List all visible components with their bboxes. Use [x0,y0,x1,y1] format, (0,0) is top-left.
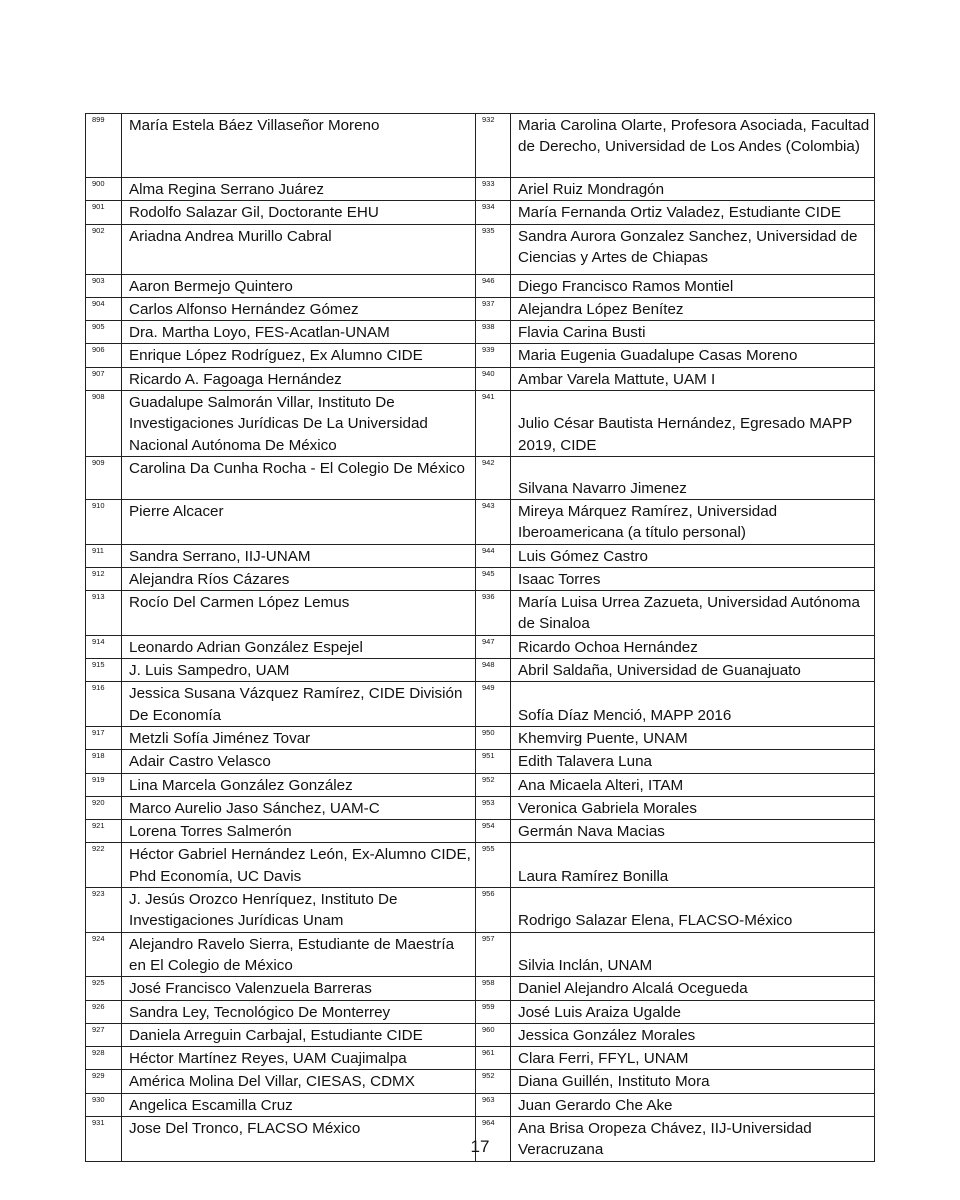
left-entry-name: Daniela Arreguin Carbajal, Estudiante CIDE [122,1023,476,1046]
right-entry-name: Isaac Torres [511,567,875,590]
left-entry-number: 905 [86,321,122,344]
right-entry-number: 961 [476,1047,511,1070]
left-entry-name: Jessica Susana Vázquez Ramírez, CIDE División De Economía [122,682,476,727]
table-row [86,1093,875,1116]
right-entry-number: 960 [476,1023,511,1046]
left-entry-name: Adair Castro Velasco [122,750,476,773]
left-entry-number: 931 [86,1116,122,1161]
left-entry-name: América Molina Del Villar, CIESAS, CDMX [122,1070,476,1093]
table-row [86,201,875,224]
left-entry-name: Marco Aurelio Jaso Sánchez, UAM-C [122,796,476,819]
left-entry-name: Alma Regina Serrano Juárez [122,178,476,201]
left-entry-name: María Estela Báez Villaseñor Moreno [122,114,476,178]
table-row [86,499,875,544]
left-entry-name: José Francisco Valenzuela Barreras [122,977,476,1000]
right-entry-name: Abril Saldaña, Universidad de Guanajuato [511,659,875,682]
right-entry-number: 940 [476,367,511,390]
table-row [86,591,875,636]
right-entry-name: Diana Guillén, Instituto Mora [511,1070,875,1093]
table-row [86,773,875,796]
right-entry-number: 935 [476,224,511,274]
right-entry-number: 964 [476,1116,511,1161]
right-entry-name: Alejandra López Benítez [511,297,875,320]
left-entry-number: 900 [86,178,122,201]
left-entry-name: Héctor Gabriel Hernández León, Ex-Alumno CIDE, Phd Economía, UC Davis [122,843,476,888]
right-entry-name: Mireya Márquez Ramírez, Universidad Iberoamericana (a título personal) [511,499,875,544]
table-row [86,635,875,658]
left-entry-number: 899 [86,114,122,178]
table-row [86,367,875,390]
right-entry-number: 951 [476,750,511,773]
left-entry-number: 907 [86,367,122,390]
right-entry-name: Ambar Varela Mattute, UAM I [511,367,875,390]
table-row [86,297,875,320]
table-row [86,820,875,843]
left-entry-name: Alejandra Ríos Cázares [122,567,476,590]
right-entry-number: 954 [476,820,511,843]
left-entry-number: 902 [86,224,122,274]
table-row [86,682,875,727]
left-entry-number: 929 [86,1070,122,1093]
right-entry-name: Maria Carolina Olarte, Profesora Asociada, Facultad de Derecho, Universidad de Los Andes (Colombia) [511,114,875,178]
left-entry-number: 903 [86,274,122,297]
left-entry-number: 919 [86,773,122,796]
right-entry-number: 942 [476,456,511,499]
table-row [86,659,875,682]
left-entry-name: Héctor Martínez Reyes, UAM Cuajimalpa [122,1047,476,1070]
table-row [86,1023,875,1046]
right-entry-name: Clara Ferri, FFYL, UNAM [511,1047,875,1070]
right-entry-number: 949 [476,682,511,727]
left-entry-number: 914 [86,635,122,658]
left-entry-name: Metzli Sofía Jiménez Tovar [122,726,476,749]
left-entry-number: 912 [86,567,122,590]
left-entry-name: Sandra Serrano, IIJ-UNAM [122,544,476,567]
table-row [86,1000,875,1023]
left-entry-name: Pierre Alcacer [122,499,476,544]
left-entry-name: Alejandro Ravelo Sierra, Estudiante de Maestría en El Colegio de México [122,932,476,977]
left-entry-name: Carlos Alfonso Hernández Gómez [122,297,476,320]
left-entry-number: 916 [86,682,122,727]
left-entry-number: 930 [86,1093,122,1116]
right-entry-name: Daniel Alejandro Alcalá Ocegueda [511,977,875,1000]
right-entry-number: 958 [476,977,511,1000]
right-entry-number: 941 [476,391,511,457]
right-entry-name: Ricardo Ochoa Hernández [511,635,875,658]
left-entry-number: 920 [86,796,122,819]
right-entry-name: Germán Nava Macias [511,820,875,843]
right-entry-name: Flavia Carina Busti [511,321,875,344]
table-row [86,114,875,178]
right-entry-name: Silvana Navarro Jimenez [511,456,875,499]
right-entry-name: Sofía Díaz Menció, MAPP 2016 [511,682,875,727]
right-entry-name: Veronica Gabriela Morales [511,796,875,819]
table-row [86,391,875,457]
right-entry-name: Khemvirg Puente, UNAM [511,726,875,749]
left-entry-name: Angelica Escamilla Cruz [122,1093,476,1116]
right-entry-name: Edith Talavera Luna [511,750,875,773]
signatories-table [85,113,875,1162]
left-entry-name: Rodolfo Salazar Gil, Doctorante EHU [122,201,476,224]
left-entry-number: 908 [86,391,122,457]
left-entry-number: 915 [86,659,122,682]
left-entry-number: 910 [86,499,122,544]
left-entry-name: Leonardo Adrian González Espejel [122,635,476,658]
right-entry-name: Julio César Bautista Hernández, Egresado MAPP 2019, CIDE [511,391,875,457]
right-entry-number: 938 [476,321,511,344]
right-entry-number: 959 [476,1000,511,1023]
left-entry-name: Dra. Martha Loyo, FES-Acatlan-UNAM [122,321,476,344]
left-entry-number: 927 [86,1023,122,1046]
left-entry-number: 901 [86,201,122,224]
right-entry-name: José Luis Araiza Ugalde [511,1000,875,1023]
left-entry-number: 917 [86,726,122,749]
left-entry-number: 909 [86,456,122,499]
right-entry-name: Laura Ramírez Bonilla [511,843,875,888]
left-entry-name: Guadalupe Salmorán Villar, Instituto De Investigaciones Jurídicas De La Universidad Nacional Autónoma De México [122,391,476,457]
right-entry-number: 934 [476,201,511,224]
right-entry-number: 939 [476,344,511,367]
left-entry-name: J. Luis Sampedro, UAM [122,659,476,682]
left-entry-name: Sandra Ley, Tecnológico De Monterrey [122,1000,476,1023]
left-entry-name: Jose Del Tronco, FLACSO México [122,1116,476,1161]
right-entry-name: Maria Eugenia Guadalupe Casas Moreno [511,344,875,367]
right-entry-name: Juan Gerardo Che Ake [511,1093,875,1116]
table-row [86,1070,875,1093]
table-row [86,750,875,773]
right-entry-name: Rodrigo Salazar Elena, FLACSO-México [511,888,875,933]
left-entry-number: 924 [86,932,122,977]
left-entry-number: 904 [86,297,122,320]
right-entry-name: María Luisa Urrea Zazueta, Universidad Autónoma de Sinaloa [511,591,875,636]
right-entry-number: 948 [476,659,511,682]
right-entry-name: Sandra Aurora Gonzalez Sanchez, Universidad de Ciencias y Artes de Chiapas [511,224,875,274]
table-row [86,1047,875,1070]
right-entry-number: 956 [476,888,511,933]
right-entry-number: 933 [476,178,511,201]
right-entry-number: 957 [476,932,511,977]
left-entry-name: J. Jesús Orozco Henríquez, Instituto De Investigaciones Jurídicas Unam [122,888,476,933]
table-row [86,178,875,201]
left-entry-name: Ariadna Andrea Murillo Cabral [122,224,476,274]
table-row [86,224,875,274]
left-entry-number: 921 [86,820,122,843]
table-row [86,321,875,344]
page-number: 17 [470,1137,490,1156]
table-row [86,456,875,499]
right-entry-name: Luis Gómez Castro [511,544,875,567]
right-entry-number: 946 [476,274,511,297]
right-entry-name: Diego Francisco Ramos Montiel [511,274,875,297]
table-row [86,544,875,567]
right-entry-name: María Fernanda Ortiz Valadez, Estudiante CIDE [511,201,875,224]
table-row [86,843,875,888]
right-entry-number: 936 [476,591,511,636]
left-entry-name: Enrique López Rodríguez, Ex Alumno CIDE [122,344,476,367]
right-entry-number: 947 [476,635,511,658]
right-entry-number: 953 [476,796,511,819]
right-entry-number: 963 [476,1093,511,1116]
right-entry-name: Ariel Ruiz Mondragón [511,178,875,201]
left-entry-name: Lorena Torres Salmerón [122,820,476,843]
right-entry-number: 937 [476,297,511,320]
right-entry-number: 943 [476,499,511,544]
right-entry-number: 945 [476,567,511,590]
left-entry-name: Aaron Bermejo Quintero [122,274,476,297]
left-entry-name: Lina Marcela González González [122,773,476,796]
left-entry-name: Carolina Da Cunha Rocha - El Colegio De México [122,456,476,499]
left-entry-number: 918 [86,750,122,773]
right-entry-name: Jessica González Morales [511,1023,875,1046]
left-entry-number: 928 [86,1047,122,1070]
left-entry-number: 923 [86,888,122,933]
left-entry-number: 925 [86,977,122,1000]
left-entry-number: 922 [86,843,122,888]
right-entry-name: Silvia Inclán, UNAM [511,932,875,977]
left-entry-number: 911 [86,544,122,567]
table-row [86,977,875,1000]
table-row [86,796,875,819]
right-entry-number: 944 [476,544,511,567]
table-row [86,726,875,749]
signatories-table-body [86,114,875,1162]
table-row [86,344,875,367]
left-entry-number: 926 [86,1000,122,1023]
left-entry-number: 906 [86,344,122,367]
table-row [86,567,875,590]
right-entry-number: 952 [476,1070,511,1093]
left-entry-name: Rocío Del Carmen López Lemus [122,591,476,636]
table-row [86,888,875,933]
right-entry-number: 950 [476,726,511,749]
left-entry-number: 913 [86,591,122,636]
right-entry-number: 932 [476,114,511,178]
table-row [86,274,875,297]
table-row [86,932,875,977]
left-entry-name: Ricardo A. Fagoaga Hernández [122,367,476,390]
right-entry-number: 952 [476,773,511,796]
right-entry-name: Ana Micaela Alteri, ITAM [511,773,875,796]
right-entry-number: 955 [476,843,511,888]
right-entry-name: Ana Brisa Oropeza Chávez, IIJ-Universidad Veracruzana [511,1116,875,1161]
